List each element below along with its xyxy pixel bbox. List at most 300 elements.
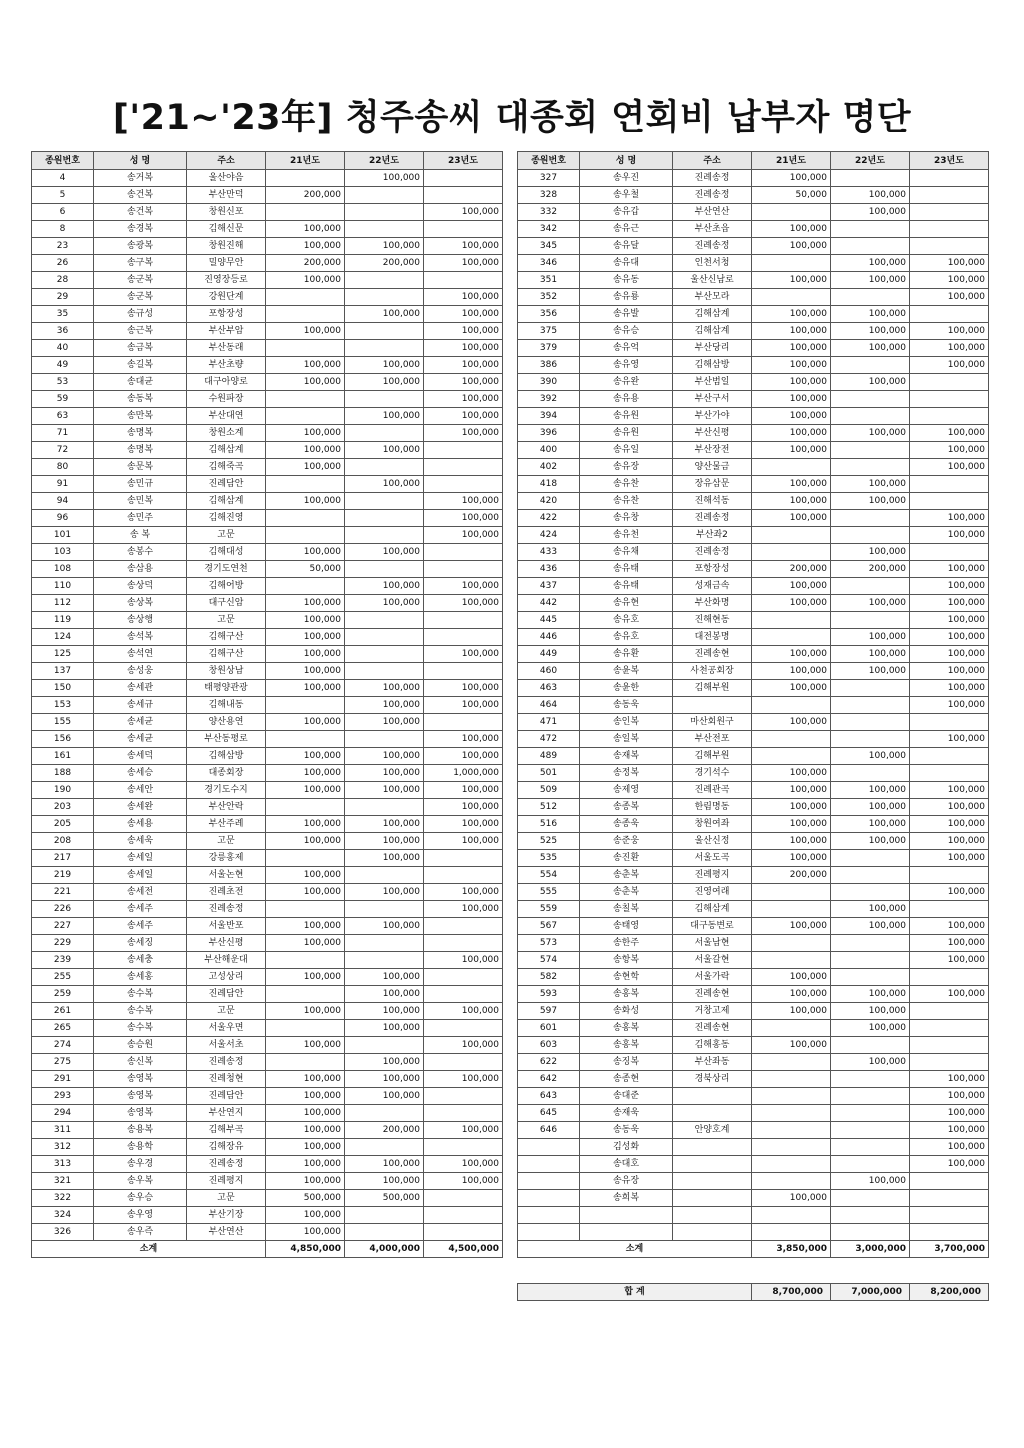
cell-address — [673, 1224, 752, 1241]
cell-year-21: 100,000 — [752, 850, 831, 867]
cell-year-21: 100,000 — [752, 374, 831, 391]
cell-name: 송거복 — [94, 170, 187, 187]
header-name: 성 명 — [580, 152, 673, 170]
table-row — [32, 748, 503, 765]
cell-name: 송우경 — [94, 1156, 187, 1173]
table-row — [32, 952, 503, 969]
cell-member-no: 124 — [32, 629, 94, 646]
cell-year-23 — [424, 221, 503, 238]
header-address: 주소 — [187, 152, 266, 170]
cell-year-23: 100,000 — [424, 782, 503, 799]
cell-year-21 — [752, 1071, 831, 1088]
table-row — [32, 833, 503, 850]
cell-year-22: 100,000 — [345, 595, 424, 612]
cell-year-21 — [752, 1122, 831, 1139]
table-row — [32, 340, 503, 357]
cell-year-22 — [831, 170, 910, 187]
cell-name: 송상복 — [94, 595, 187, 612]
table-row — [518, 1139, 989, 1156]
cell-name: 송진환 — [580, 850, 673, 867]
cell-year-22 — [831, 1071, 910, 1088]
cell-member-no: 445 — [518, 612, 580, 629]
cell-name: 송우복 — [94, 1173, 187, 1190]
cell-name: 송유원 — [580, 408, 673, 425]
cell-year-22 — [345, 204, 424, 221]
table-row — [518, 1173, 989, 1190]
cell-name: 송세일 — [94, 850, 187, 867]
cell-name: 송동복 — [94, 391, 187, 408]
cell-member-no: 35 — [32, 306, 94, 323]
cell-name: 송수복 — [94, 1020, 187, 1037]
cell-address — [673, 1105, 752, 1122]
cell-year-22 — [345, 1037, 424, 1054]
cell-year-23 — [424, 561, 503, 578]
cell-year-21: 100,000 — [266, 714, 345, 731]
cell-address: 부산신평 — [673, 425, 752, 442]
cell-member-no: 326 — [32, 1224, 94, 1241]
cell-year-23 — [910, 1224, 989, 1241]
cell-member-no: 512 — [518, 799, 580, 816]
cell-year-22 — [831, 867, 910, 884]
cell-year-21: 100,000 — [752, 510, 831, 527]
cell-address: 서울우면 — [187, 1020, 266, 1037]
cell-year-22: 100,000 — [831, 272, 910, 289]
cell-name: 송석복 — [94, 629, 187, 646]
cell-year-23: 100,000 — [910, 595, 989, 612]
cell-year-23: 100,000 — [910, 561, 989, 578]
grand-total-table — [517, 1283, 989, 1301]
cell-year-22 — [831, 731, 910, 748]
cell-name: 송현학 — [580, 969, 673, 986]
cell-year-21 — [266, 578, 345, 595]
cell-name: 송유천 — [580, 527, 673, 544]
cell-year-22 — [831, 391, 910, 408]
cell-address: 진례관곡 — [673, 782, 752, 799]
cell-address: 강릉홍제 — [187, 850, 266, 867]
cell-year-22 — [345, 612, 424, 629]
cell-name: 송구복 — [94, 255, 187, 272]
cell-name: 송홍복 — [580, 1037, 673, 1054]
cell-year-21: 100,000 — [266, 272, 345, 289]
cell-year-21 — [752, 1054, 831, 1071]
cell-year-22: 100,000 — [831, 374, 910, 391]
cell-year-23: 100,000 — [424, 595, 503, 612]
cell-year-22: 100,000 — [345, 884, 424, 901]
cell-year-23: 100,000 — [424, 816, 503, 833]
cell-year-23 — [424, 1054, 503, 1071]
cell-year-21: 100,000 — [266, 969, 345, 986]
cell-year-22: 100,000 — [831, 493, 910, 510]
cell-year-23: 100,000 — [910, 1105, 989, 1122]
cell-name: 송종욱 — [580, 816, 673, 833]
cell-address: 대구동변로 — [673, 918, 752, 935]
cell-address: 진례송현 — [673, 1020, 752, 1037]
cell-year-23: 100,000 — [910, 272, 989, 289]
table-row — [32, 1105, 503, 1122]
table-row — [518, 646, 989, 663]
cell-year-21 — [752, 884, 831, 901]
cell-name: 송동욱 — [580, 1122, 673, 1139]
table-row — [518, 289, 989, 306]
table-row — [32, 323, 503, 340]
cell-year-22 — [345, 493, 424, 510]
cell-address: 고문 — [187, 527, 266, 544]
cell-year-21: 100,000 — [752, 986, 831, 1003]
table-row — [518, 833, 989, 850]
cell-address: 부산연산 — [673, 204, 752, 221]
cell-member-no: 567 — [518, 918, 580, 935]
cell-year-23: 100,000 — [424, 578, 503, 595]
table-row — [32, 187, 503, 204]
cell-name: 송영복 — [94, 1105, 187, 1122]
cell-member-no: 433 — [518, 544, 580, 561]
cell-member-no: 400 — [518, 442, 580, 459]
table-row — [32, 731, 503, 748]
table-row — [518, 170, 989, 187]
cell-name: 송유호 — [580, 629, 673, 646]
cell-year-23: 100,000 — [910, 986, 989, 1003]
cell-member-no: 396 — [518, 425, 580, 442]
cell-member-no: 436 — [518, 561, 580, 578]
cell-name: 송대준 — [580, 1088, 673, 1105]
cell-address: 진례담안 — [187, 476, 266, 493]
cell-year-23: 100,000 — [910, 646, 989, 663]
cell-year-21: 100,000 — [752, 714, 831, 731]
cell-name: 송명복 — [94, 425, 187, 442]
cell-year-21: 100,000 — [752, 833, 831, 850]
cell-year-23 — [424, 935, 503, 952]
table-row — [32, 918, 503, 935]
cell-year-23: 100,000 — [910, 510, 989, 527]
cell-address: 김해삼방 — [187, 748, 266, 765]
cell-year-23 — [424, 1088, 503, 1105]
cell-address: 김해부곡 — [187, 1122, 266, 1139]
cell-year-22: 100,000 — [345, 833, 424, 850]
cell-member-no: 221 — [32, 884, 94, 901]
table-row — [518, 459, 989, 476]
cell-year-23: 100,000 — [424, 1071, 503, 1088]
cell-year-22: 100,000 — [345, 765, 424, 782]
cell-name: 송상덕 — [94, 578, 187, 595]
cell-address: 한림명동 — [673, 799, 752, 816]
cell-year-22: 200,000 — [345, 1122, 424, 1139]
table-row — [518, 493, 989, 510]
cell-year-22: 100,000 — [345, 969, 424, 986]
cell-year-23: 100,000 — [424, 646, 503, 663]
cell-address: 부산연산 — [187, 1224, 266, 1241]
table-row — [518, 663, 989, 680]
table-row — [32, 1037, 503, 1054]
cell-year-23: 100,000 — [424, 952, 503, 969]
cell-name: 송세주 — [94, 901, 187, 918]
cell-year-21: 100,000 — [752, 799, 831, 816]
cell-address: 진영장등로 — [187, 272, 266, 289]
cell-year-22 — [345, 527, 424, 544]
cell-address: 창원진해 — [187, 238, 266, 255]
table-row — [32, 238, 503, 255]
cell-year-23 — [910, 476, 989, 493]
cell-address: 김해홍동 — [673, 1037, 752, 1054]
cell-member-no: 573 — [518, 935, 580, 952]
cell-year-23 — [424, 1020, 503, 1037]
table-row — [518, 1190, 989, 1207]
table-row — [32, 782, 503, 799]
cell-name: 송유태 — [580, 561, 673, 578]
cell-year-21: 100,000 — [266, 1139, 345, 1156]
cell-address: 부산안락 — [187, 799, 266, 816]
cell-name: 송유장 — [580, 1173, 673, 1190]
cell-address: 부산초량 — [187, 357, 266, 374]
cell-address — [673, 1139, 752, 1156]
cell-address: 김해구산 — [187, 629, 266, 646]
cell-member-no: 460 — [518, 663, 580, 680]
cell-member-no: 501 — [518, 765, 580, 782]
cell-member-no: 112 — [32, 595, 94, 612]
cell-year-21: 500,000 — [266, 1190, 345, 1207]
cell-address: 진례청현 — [187, 1071, 266, 1088]
cell-year-21: 100,000 — [266, 1105, 345, 1122]
cell-address: 부산장전 — [673, 442, 752, 459]
cell-year-23 — [424, 1224, 503, 1241]
cell-year-21 — [266, 1054, 345, 1071]
cell-year-22 — [831, 1105, 910, 1122]
cell-address: 밀양무안 — [187, 255, 266, 272]
table-row — [32, 935, 503, 952]
table-row — [32, 1190, 503, 1207]
cell-name: 송유태 — [580, 578, 673, 595]
cell-name: 송준웅 — [580, 833, 673, 850]
cell-member-no: 464 — [518, 697, 580, 714]
cell-name: 송승원 — [94, 1037, 187, 1054]
cell-year-22: 100,000 — [831, 986, 910, 1003]
cell-name: 송우영 — [94, 1207, 187, 1224]
cell-name: 송유채 — [580, 544, 673, 561]
cell-name: 송정복 — [580, 765, 673, 782]
cell-address: 경기석수 — [673, 765, 752, 782]
cell-year-21 — [752, 935, 831, 952]
cell-year-23: 100,000 — [424, 357, 503, 374]
cell-year-21: 100,000 — [752, 595, 831, 612]
cell-year-23: 100,000 — [910, 697, 989, 714]
cell-address: 부산대연 — [187, 408, 266, 425]
cell-year-21: 100,000 — [266, 663, 345, 680]
cell-name: 송화성 — [580, 1003, 673, 1020]
cell-name: 송징복 — [580, 1054, 673, 1071]
cell-name: 송군복 — [94, 289, 187, 306]
table-row — [32, 595, 503, 612]
cell-year-21: 100,000 — [752, 969, 831, 986]
subtotal-label: 소계 — [32, 1241, 266, 1258]
cell-address: 거창고제 — [673, 1003, 752, 1020]
cell-address: 부산좌동 — [673, 1054, 752, 1071]
cell-name: 송근복 — [94, 323, 187, 340]
table-row — [32, 901, 503, 918]
table-row — [32, 1224, 503, 1241]
cell-year-23: 100,000 — [910, 884, 989, 901]
table-row — [518, 629, 989, 646]
cell-year-21: 100,000 — [266, 884, 345, 901]
cell-name: 송윤복 — [580, 663, 673, 680]
cell-member-no: 420 — [518, 493, 580, 510]
cell-year-23 — [424, 1190, 503, 1207]
cell-name: 송삼용 — [94, 561, 187, 578]
cell-member-no: 321 — [32, 1173, 94, 1190]
grand-total-22: 7,000,000 — [831, 1284, 910, 1301]
cell-member-no: 26 — [32, 255, 94, 272]
cell-year-22: 100,000 — [345, 1054, 424, 1071]
cell-member-no: 229 — [32, 935, 94, 952]
cell-year-23 — [910, 204, 989, 221]
table-row — [518, 442, 989, 459]
table-row — [518, 714, 989, 731]
cell-member-no: 418 — [518, 476, 580, 493]
cell-address: 김해삼계 — [187, 493, 266, 510]
cell-year-22: 100,000 — [831, 187, 910, 204]
cell-year-21: 100,000 — [752, 340, 831, 357]
cell-address: 진례송정 — [673, 510, 752, 527]
cell-year-22 — [345, 425, 424, 442]
cell-name: 송세홍 — [94, 969, 187, 986]
cell-member-no: 375 — [518, 323, 580, 340]
table-row — [518, 986, 989, 1003]
cell-year-22 — [831, 238, 910, 255]
cell-member-no: 311 — [32, 1122, 94, 1139]
table-row — [32, 204, 503, 221]
cell-name: 송인복 — [580, 714, 673, 731]
cell-year-21: 100,000 — [752, 1190, 831, 1207]
table-row — [518, 595, 989, 612]
cell-year-23: 100,000 — [910, 1156, 989, 1173]
table-row — [518, 1037, 989, 1054]
table-row — [518, 680, 989, 697]
cell-member-no: 442 — [518, 595, 580, 612]
cell-year-21: 100,000 — [266, 459, 345, 476]
cell-name: 송세전 — [94, 884, 187, 901]
cell-member-no: 356 — [518, 306, 580, 323]
table-row — [518, 527, 989, 544]
cell-year-23 — [424, 1105, 503, 1122]
cell-year-23 — [910, 867, 989, 884]
cell-year-23: 100,000 — [910, 1088, 989, 1105]
cell-address: 부산전포 — [673, 731, 752, 748]
cell-name: 송유찬 — [580, 493, 673, 510]
cell-address: 진해현동 — [673, 612, 752, 629]
cell-name: 송봉수 — [94, 544, 187, 561]
cell-member-no — [518, 1207, 580, 1224]
table-row — [32, 1020, 503, 1037]
cell-year-22 — [831, 697, 910, 714]
cell-name: 송홍복 — [580, 986, 673, 1003]
cell-address: 고문 — [187, 1190, 266, 1207]
cell-address: 진해석동 — [673, 493, 752, 510]
cell-year-21 — [752, 1088, 831, 1105]
cell-name: 송영복 — [94, 1071, 187, 1088]
cell-address: 김해부원 — [673, 748, 752, 765]
cell-year-21 — [752, 952, 831, 969]
cell-address: 진례송정 — [673, 187, 752, 204]
table-row — [518, 578, 989, 595]
cell-year-22 — [831, 1139, 910, 1156]
cell-year-23: 100,000 — [910, 731, 989, 748]
cell-name: 송세균 — [94, 731, 187, 748]
cell-year-22 — [345, 1105, 424, 1122]
cell-address: 안양호계 — [673, 1122, 752, 1139]
cell-year-21: 100,000 — [266, 323, 345, 340]
table-row — [32, 663, 503, 680]
cell-member-no: 110 — [32, 578, 94, 595]
cell-member-no: 603 — [518, 1037, 580, 1054]
cell-address: 서울반포 — [187, 918, 266, 935]
cell-year-21: 100,000 — [266, 357, 345, 374]
cell-year-23 — [910, 1207, 989, 1224]
table-row — [518, 323, 989, 340]
cell-member-no: 188 — [32, 765, 94, 782]
cell-year-23: 100,000 — [424, 697, 503, 714]
cell-year-23 — [424, 714, 503, 731]
cell-name: 송일복 — [580, 731, 673, 748]
cell-member-no: 96 — [32, 510, 94, 527]
cell-name: 송유완 — [580, 374, 673, 391]
cell-member-no: 437 — [518, 578, 580, 595]
cell-year-22: 100,000 — [831, 1003, 910, 1020]
table-row — [32, 306, 503, 323]
cell-year-23 — [910, 748, 989, 765]
cell-year-22 — [831, 527, 910, 544]
cell-year-23: 100,000 — [424, 1037, 503, 1054]
cell-member-no: 313 — [32, 1156, 94, 1173]
cell-year-21 — [266, 799, 345, 816]
cell-year-21: 100,000 — [266, 1071, 345, 1088]
cell-year-23 — [910, 374, 989, 391]
cell-member-no: 471 — [518, 714, 580, 731]
cell-year-21 — [266, 408, 345, 425]
cell-address: 울산야음 — [187, 170, 266, 187]
cell-year-22 — [345, 663, 424, 680]
cell-name: 송유억 — [580, 340, 673, 357]
cell-member-no: 574 — [518, 952, 580, 969]
cell-address: 진례송정 — [673, 170, 752, 187]
cell-year-21: 100,000 — [266, 238, 345, 255]
cell-year-21: 100,000 — [752, 578, 831, 595]
table-row — [32, 578, 503, 595]
cell-member-no: 227 — [32, 918, 94, 935]
cell-member-no: 150 — [32, 680, 94, 697]
cell-year-22: 100,000 — [831, 816, 910, 833]
cell-member-no: 28 — [32, 272, 94, 289]
cell-year-23: 100,000 — [424, 884, 503, 901]
cell-year-22 — [831, 1122, 910, 1139]
cell-year-21: 100,000 — [266, 1173, 345, 1190]
header-member-no: 종원번호 — [32, 152, 94, 170]
table-row — [32, 561, 503, 578]
table-row — [518, 561, 989, 578]
cell-member-no: 125 — [32, 646, 94, 663]
cell-year-21: 100,000 — [752, 663, 831, 680]
cell-address: 경기도수지 — [187, 782, 266, 799]
cell-year-23: 100,000 — [910, 425, 989, 442]
table-row — [518, 799, 989, 816]
cell-year-23 — [424, 612, 503, 629]
cell-year-23: 100,000 — [910, 629, 989, 646]
header-year-22: 22년도 — [831, 152, 910, 170]
cell-year-22: 100,000 — [831, 340, 910, 357]
table-row — [518, 969, 989, 986]
cell-year-21: 100,000 — [752, 221, 831, 238]
cell-year-21 — [266, 850, 345, 867]
table-row — [518, 1054, 989, 1071]
cell-year-22 — [345, 646, 424, 663]
cell-name: 송우승 — [94, 1190, 187, 1207]
